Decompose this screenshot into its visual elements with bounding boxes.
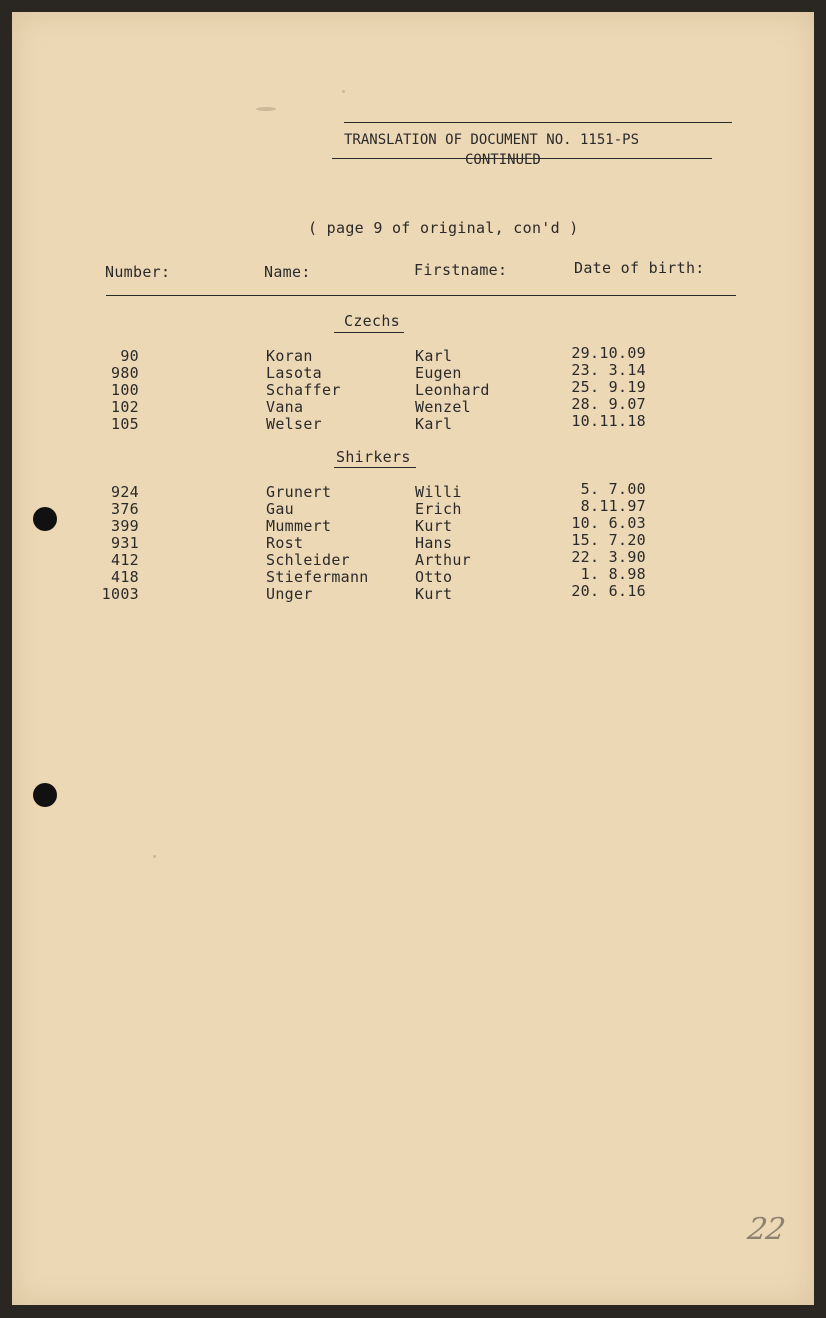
punch-hole-lower <box>33 783 57 807</box>
document-subtitle: CONTINUED <box>465 152 541 168</box>
row-firstname: Willi <box>415 483 462 501</box>
row-date-of-birth: 23. 3.14 <box>571 361 646 379</box>
page-note: ( page 9 of original, con'd ) <box>308 219 579 237</box>
row-firstname: Kurt <box>415 517 453 535</box>
row-number: 100 <box>111 381 139 399</box>
row-number: 90 <box>120 347 139 365</box>
row-name: Grunert <box>266 483 332 501</box>
row-number: 102 <box>111 398 139 416</box>
row-date-of-birth: 20. 6.16 <box>571 582 646 600</box>
row-number: 412 <box>111 551 139 569</box>
row-number: 931 <box>111 534 139 552</box>
row-date-of-birth: 10. 6.03 <box>571 514 646 532</box>
column-header-name: Name: <box>264 263 311 281</box>
row-number: 399 <box>111 517 139 535</box>
title-rule-top <box>344 122 732 123</box>
row-name: Mummert <box>266 517 332 535</box>
section-title-czechs: Czechs <box>344 312 400 330</box>
row-name: Rost <box>266 534 304 552</box>
row-date-of-birth: 8.11.97 <box>580 497 646 515</box>
smudge <box>153 855 156 858</box>
row-date-of-birth: 15. 7.20 <box>571 531 646 549</box>
smudge <box>342 90 345 93</box>
section-underline-shirkers <box>334 467 416 468</box>
row-firstname: Erich <box>415 500 462 518</box>
row-firstname: Arthur <box>415 551 471 569</box>
row-firstname: Otto <box>415 568 453 586</box>
row-firstname: Karl <box>415 347 453 365</box>
smudge <box>256 107 276 111</box>
row-number: 105 <box>111 415 139 433</box>
row-date-of-birth: 5. 7.00 <box>580 480 646 498</box>
column-header-rule <box>106 295 736 296</box>
title-rule-bottom <box>332 158 712 159</box>
row-firstname: Eugen <box>415 364 462 382</box>
row-name: Lasota <box>266 364 322 382</box>
column-header-firstname: Firstname: <box>414 261 508 279</box>
row-number: 418 <box>111 568 139 586</box>
section-title-shirkers: Shirkers <box>336 448 411 466</box>
row-name: Vana <box>266 398 304 416</box>
row-date-of-birth: 1. 8.98 <box>580 565 646 583</box>
row-name: Schleider <box>266 551 350 569</box>
row-firstname: Leonhard <box>415 381 490 399</box>
row-name: Gau <box>266 500 294 518</box>
row-name: Stiefermann <box>266 568 369 586</box>
row-number: 924 <box>111 483 139 501</box>
punch-hole-upper <box>33 507 57 531</box>
row-firstname: Wenzel <box>415 398 471 416</box>
row-number: 1003 <box>101 585 139 603</box>
row-number: 980 <box>111 364 139 382</box>
row-date-of-birth: 22. 3.90 <box>571 548 646 566</box>
row-name: Schaffer <box>266 381 341 399</box>
document-page <box>12 12 814 1305</box>
row-date-of-birth: 29.10.09 <box>571 344 646 362</box>
section-underline-czechs <box>334 332 404 333</box>
column-header-number: Number: <box>105 263 171 281</box>
row-firstname: Hans <box>415 534 453 552</box>
row-date-of-birth: 25. 9.19 <box>571 378 646 396</box>
row-date-of-birth: 10.11.18 <box>571 412 646 430</box>
row-firstname: Kurt <box>415 585 453 603</box>
document-title: TRANSLATION OF DOCUMENT NO. 1151-PS <box>344 132 640 148</box>
column-header-dob: Date of birth: <box>574 259 705 277</box>
row-number: 376 <box>111 500 139 518</box>
row-name: Koran <box>266 347 313 365</box>
row-name: Unger <box>266 585 313 603</box>
row-name: Welser <box>266 415 322 433</box>
row-firstname: Karl <box>415 415 453 433</box>
row-date-of-birth: 28. 9.07 <box>571 395 646 413</box>
handwritten-page-number: 22 <box>745 1212 787 1247</box>
